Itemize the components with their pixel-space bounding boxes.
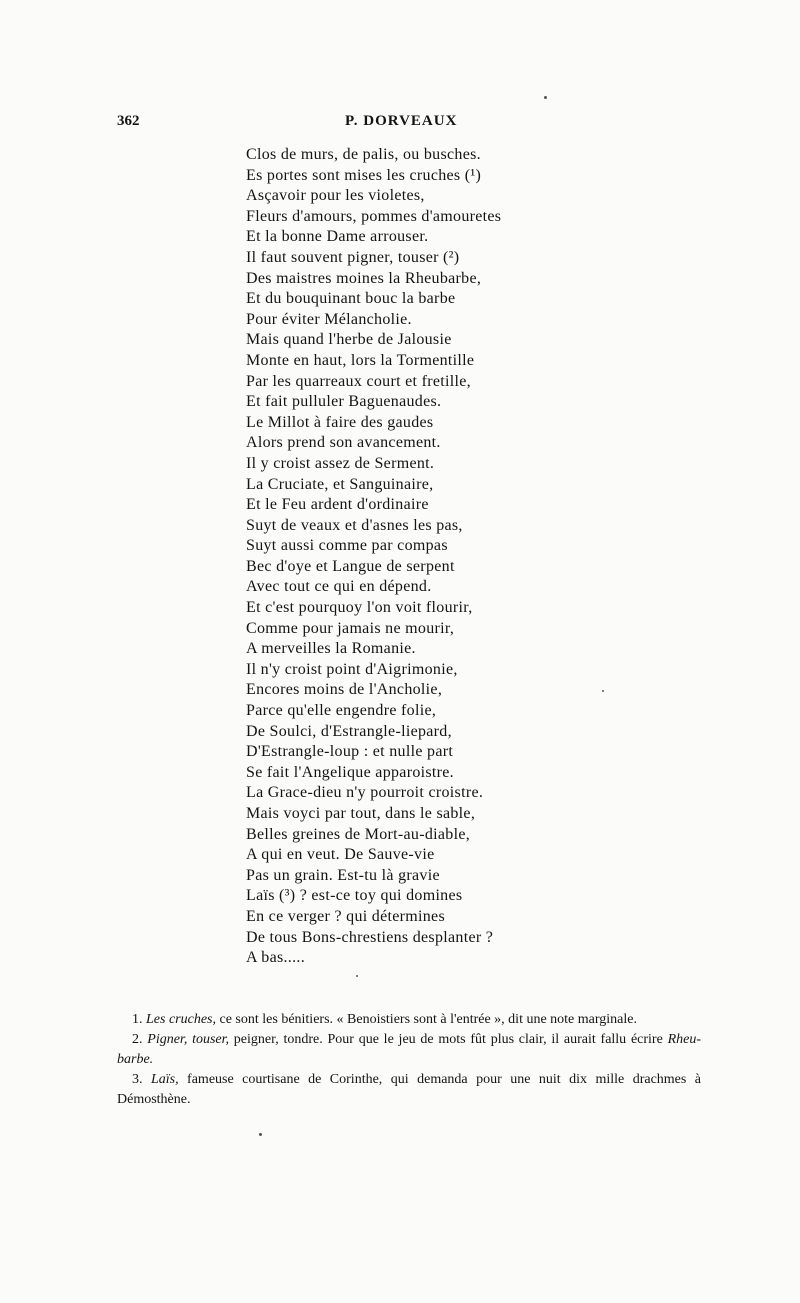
poem-line: Et la bonne Dame arrouser. [246,228,429,246]
footnote-text: ce sont les bénitiers. « Benoistiers sont à l'entrée », dit une note marginale. [216,1012,637,1027]
footnote-number: 2. [132,1032,143,1047]
scan-speck [602,690,604,692]
poem-line: Monte en haut, lors la Tormentille [246,351,475,369]
footnotes [117,1010,701,1110]
poem-line: Et le Feu ardent d'ordinaire [246,496,429,514]
poem-line: Et fait pulluler Baguenaudes. [246,393,442,411]
footnote [117,1030,701,1070]
footnote-term: Pigner, touser, [147,1032,230,1047]
poem-line: Comme pour jamais ne mourir, [246,619,455,637]
poem-line: Belles greines de Mort-au-diable, [246,825,471,843]
footnote-text: fameuse courtisane de Corinthe, qui demanda pour une nuit dix mille drachmes à Démosthène. [117,1072,702,1107]
poem-line: A bas..... [246,949,305,967]
poem-line: Asçavoir pour les violetes, [246,187,425,205]
poem-line: Pour éviter Mélancholie. [246,310,412,328]
footnote-term: Rheu-barbe. [117,1032,702,1067]
poem-line: Le Millot à faire des gaudes [246,413,434,431]
poem-line: Mais voyci par tout, dans le sable, [246,805,476,822]
poem-line: En ce verger ? qui détermines [246,907,445,925]
running-head: P. DORVEAUX [345,113,458,129]
poem-line: A qui en veut. De Sauve-vie [246,846,435,864]
poem-line: Alors prend son avancement. [246,434,441,452]
poem-line: Laïs (³) ? est-ce toy qui domines [246,887,463,905]
poem-line: De Soulci, d'Estrangle-liepard, [246,722,452,740]
poem-line: Des maistres moines la Rheubarbe, [246,269,482,287]
poem-line: Mais quand l'herbe de Jalousie [246,331,452,349]
footnote [117,1010,701,1030]
page-number: 362 [117,113,140,129]
footnote [117,1070,701,1110]
poem-line: Par les quarreaux court et fretille, [246,372,471,390]
poem-line: Es portes sont mises les cruches (¹) [246,166,482,184]
poem-line: Il n'y croist point d'Aigrimonie, [246,660,458,678]
poem-line: Pas un grain. Est-tu là gravie [246,866,440,884]
poem-line: Avec tout ce qui en dépend. [246,578,432,596]
poem-line: La Grace-dieu n'y pourroit croistre. [246,784,484,802]
footnote-number: 3. [132,1072,143,1087]
poem-line: A merveilles la Romanie. [246,640,416,658]
poem-line: Parce qu'elle engendre folie, [246,702,437,720]
poem-line: Clos de murs, de palis, ou busches. [246,146,481,163]
footnote-term: Laïs, [150,1072,179,1087]
poem-line: Fleurs d'amours, pommes d'amouretes [246,207,502,225]
poem [246,145,646,969]
footnote-text: peigner, tondre. Pour que le jeu de mots fût plus clair, il aurait fallu écrire [229,1032,668,1047]
poem-line: De tous Bons-chrestiens desplanter ? [246,928,494,946]
footnote-number: 1. [132,1012,143,1027]
poem-line: Suyt aussi comme par compas [246,537,448,555]
poem-line: Il y croist assez de Serment. [246,454,435,472]
poem-line: Encores moins de l'Ancholie, [246,681,443,699]
poem-line: D'Estrangle-loup : et nulle part [246,743,454,761]
scan-speck [544,96,547,99]
page-header [117,113,677,133]
scan-speck [259,1133,262,1136]
scan-speck [356,975,358,977]
poem-line: Bec d'oye et Langue de serpent [246,557,455,575]
poem-line: Il faut souvent pigner, touser (²) [246,248,460,266]
footnote-term: Les cruches, [146,1012,216,1027]
poem-line: Et c'est pourquoy l'on voit flourir, [246,599,473,617]
poem-line: Se fait l'Angelique apparoistre. [246,763,454,781]
poem-line: Suyt de veaux et d'asnes les pas, [246,516,463,534]
poem-line: Et du bouquinant bouc la barbe [246,290,456,308]
poem-line: La Cruciate, et Sanguinaire, [246,475,434,493]
